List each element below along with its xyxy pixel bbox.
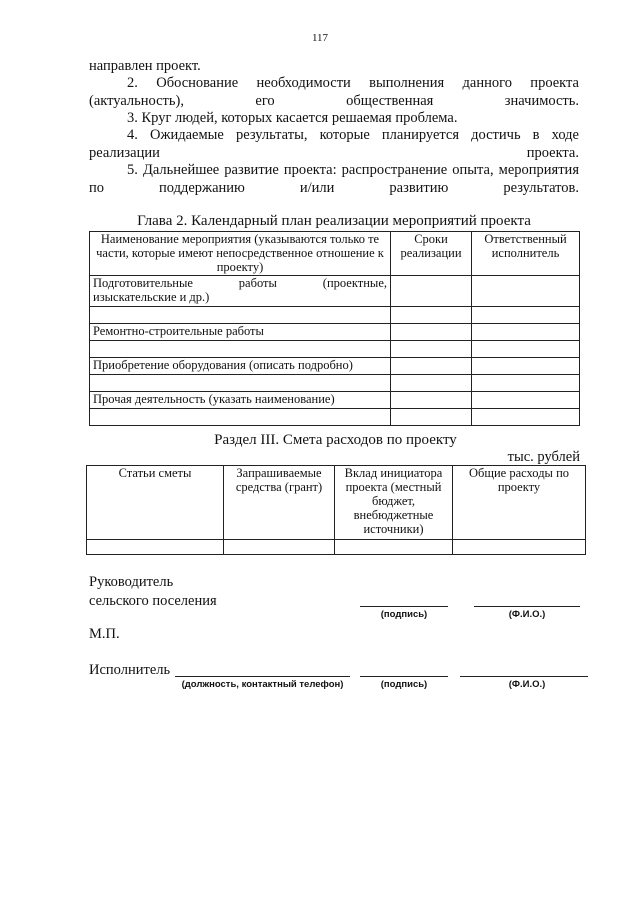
intro-item-5: 5. Дальнейшее развитие проекта: распространение опыта, мероприятия по поддержанию и/или развитию результатов. [89, 162, 579, 196]
budget-table [86, 465, 586, 555]
head-name-line [474, 606, 580, 607]
section3-title: Раздел III. Смета расходов по проекту [214, 432, 457, 448]
header-total: Общие расходы по проекту [453, 466, 586, 540]
header-activity: Наименование мероприятия (указываются только те части, которые имеют непосредственное отношение к проекту) [90, 232, 391, 276]
header-items: Статьи сметы [87, 466, 224, 540]
table-row [87, 540, 586, 555]
table-row [90, 409, 580, 426]
signature-caption: (подпись) [380, 609, 428, 620]
signature-caption-2: (подпись) [380, 679, 428, 690]
table-header-row [90, 232, 580, 276]
page-number: 117 [311, 32, 329, 44]
header-requested: Запрашиваемые средства (грант) [224, 466, 335, 540]
table-header-row [87, 466, 586, 540]
row-label: Подготовительные работы (проектные, изыскательские и др.) [93, 276, 387, 304]
executor-name-line [460, 676, 588, 677]
table-row [90, 358, 580, 375]
stamp-label: М.П. [89, 626, 120, 642]
table-row [90, 392, 580, 409]
table-row [90, 375, 580, 392]
intro-item-4: 4. Ожидаемые результаты, которые планируется достичь в ходе реализации проекта. [89, 127, 579, 161]
head-title-line1: Руководитель [89, 574, 174, 590]
chapter2-title: Глава 2. Календарный план реализации мероприятий проекта [137, 213, 531, 229]
name-caption: (Ф.И.О.) [508, 609, 546, 620]
row-label: Прочая деятельность (указать наименование) [90, 392, 391, 409]
table-row [90, 307, 580, 324]
name-caption-2: (Ф.И.О.) [508, 679, 546, 690]
table-row [90, 324, 580, 341]
calendar-plan-table [89, 231, 580, 426]
header-terms: Сроки реализации [391, 232, 472, 276]
executor-label: Исполнитель [89, 662, 171, 678]
header-initiator: Вклад инициатора проекта (местный бюджет, внебюджетные источники) [335, 466, 453, 540]
position-caption: (должность, контактный телефон) [181, 679, 344, 690]
executor-signature-line [360, 676, 448, 677]
head-title-line2: сельского поселения [89, 593, 217, 609]
intro-item-3: 3. Круг людей, которых касается решаемая проблема. [127, 110, 458, 126]
executor-position-line [175, 676, 350, 677]
intro-item-2: 2. Обоснование необходимости выполнения данного проекта (актуальность), его общественная значимость. [89, 75, 579, 109]
table-row [90, 341, 580, 358]
row-label: Ремонтно-строительные работы [90, 324, 391, 341]
header-responsible: Ответственный исполнитель [472, 232, 580, 276]
row-label: Приобретение оборудования (описать подробно) [90, 358, 391, 375]
currency-unit: тыс. рублей [507, 449, 580, 465]
head-signature-line [360, 606, 448, 607]
intro-line: направлен проект. [89, 58, 201, 74]
table-row [90, 276, 580, 307]
